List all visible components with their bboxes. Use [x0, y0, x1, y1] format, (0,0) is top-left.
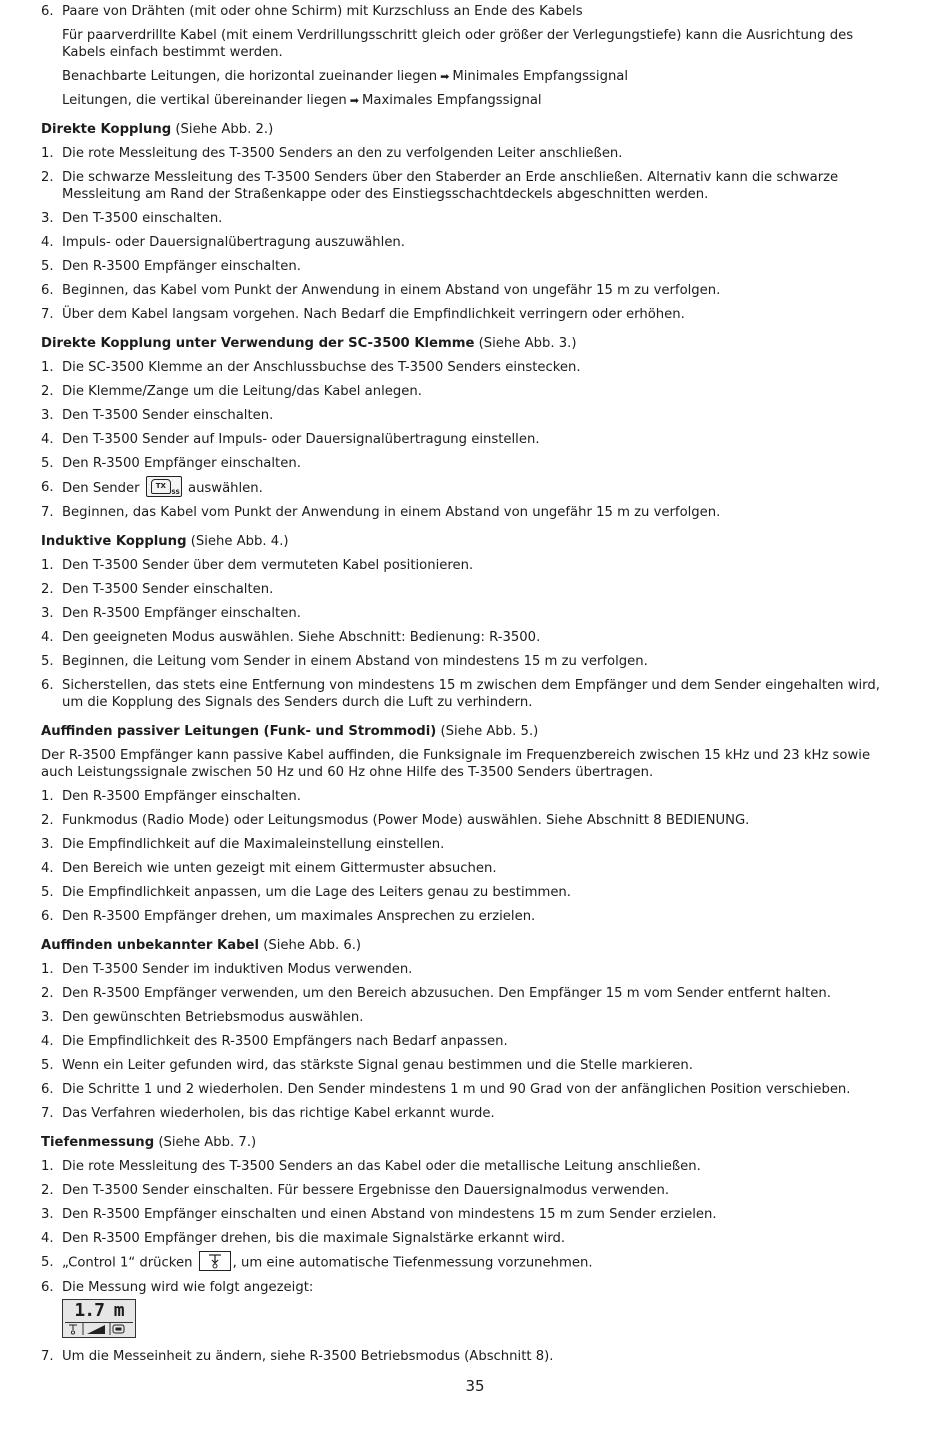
note-twisted-pair: Für paarverdrillte Kabel (mit einem Verdrillungsschritt gleich oder größer der Verlegungstiefe) kann die Ausrichtung des Kabels einfach bestimmt werden.	[62, 28, 854, 60]
item-text: Die Schritte 1 und 2 wiederholen. Den Sender mindestens 1 m und 90 Grad von der anfänglichen Position verschieben.	[62, 1082, 851, 1097]
item-text: Beginnen, die Leitung vom Sender in einem Abstand von mindestens 15 m zu verfolgen.	[62, 654, 648, 669]
list-item	[41, 629, 890, 646]
arrow-right-icon: ➡	[349, 94, 360, 107]
list-item	[41, 557, 890, 574]
transmitter-icon-label: TX	[151, 479, 171, 494]
item-number: 5.	[41, 885, 54, 900]
item-text: Das Verfahren wiederholen, bis das richtige Kabel erkannt wurde.	[62, 1106, 495, 1121]
item-number: 7.	[41, 505, 54, 520]
item-text: „Control 1“ drücken	[62, 1255, 193, 1271]
list-item	[41, 359, 890, 376]
item-text: Den geeigneten Modus auswählen. Siehe Abschnitt: Bedienung: R-3500.	[62, 630, 541, 645]
section-ref: (Siehe Abb. 5.)	[436, 724, 539, 739]
item-text: Den gewünschten Betriebsmodus auswählen.	[62, 1010, 364, 1025]
list-item	[41, 1279, 890, 1338]
item-number: 3.	[41, 1010, 54, 1025]
section-ref: (Siehe Abb. 3.)	[474, 336, 577, 351]
item-text: Die rote Messleitung des T-3500 Senders an den zu verfolgenden Leiter anschließen.	[62, 146, 623, 161]
item-number: 4.	[41, 630, 54, 645]
item-text: Den Sender	[62, 481, 140, 496]
section-ref: (Siehe Abb. 6.)	[259, 938, 362, 953]
item-number: 1.	[41, 146, 54, 161]
item-number: 3.	[41, 606, 54, 621]
list-item	[41, 1182, 890, 1199]
item-number: 1.	[41, 962, 54, 977]
item-number: 2.	[41, 1183, 54, 1198]
list-item	[41, 282, 890, 299]
section-title: Induktive Kopplung	[41, 534, 187, 549]
list-item	[41, 234, 890, 251]
list-item	[41, 1254, 890, 1272]
item-number: 1.	[41, 789, 54, 804]
section-ref: (Siehe Abb. 2.)	[171, 122, 274, 137]
item-number: 2.	[41, 582, 54, 597]
item-number: 1.	[41, 558, 54, 573]
list-item	[41, 908, 890, 925]
note-horizontal-result: Minimales Empfangssignal	[452, 69, 629, 84]
lcd-reading: 1.7 m	[74, 1299, 124, 1321]
item-number: 5.	[41, 654, 54, 669]
steps-depth	[41, 1158, 890, 1247]
list-item	[41, 3, 890, 20]
note-vertical-text: Leitungen, die vertikal übereinander liegen	[62, 93, 347, 108]
item-number: 4.	[41, 861, 54, 876]
item-text: Die Empfindlichkeit auf die Maximaleinstellung einstellen.	[62, 837, 445, 852]
item-text: Den R-3500 Empfänger einschalten.	[62, 456, 301, 471]
item-number: 6.	[41, 1082, 54, 1097]
steps-direct	[41, 145, 890, 323]
section-title: Direkte Kopplung	[41, 122, 172, 137]
item-text: Den T-3500 Sender auf Impuls- oder Dauersignalübertragung einstellen.	[62, 432, 540, 447]
item-number: 5.	[41, 1058, 54, 1073]
item-text: Den T-3500 einschalten.	[62, 211, 223, 226]
item-text: Wenn ein Leiter gefunden wird, das stärkste Signal genau bestimmen und die Stelle markieren.	[62, 1058, 693, 1073]
list-item	[41, 677, 890, 711]
item-text: Den R-3500 Empfänger einschalten.	[62, 606, 301, 621]
list-item	[41, 884, 890, 901]
top-list	[41, 3, 890, 20]
depth-button-icon	[199, 1251, 231, 1271]
steps-passive	[41, 788, 890, 925]
item-number: 5.	[41, 456, 54, 471]
section-heading-clamp	[41, 335, 890, 352]
item-text: Den T-3500 Sender über dem vermuteten Kabel positionieren.	[62, 558, 474, 573]
item-number: 6.	[41, 283, 54, 298]
steps-clamp	[41, 359, 890, 472]
item-text: Den R-3500 Empfänger drehen, bis die maximale Signalstärke erkannt wird.	[62, 1231, 566, 1246]
signal-strength-icon	[87, 1325, 105, 1334]
list-item	[41, 1105, 890, 1122]
list-item	[41, 1348, 890, 1365]
item-text: Den R-3500 Empfänger einschalten.	[62, 789, 301, 804]
item-number: 1.	[41, 360, 54, 375]
list-item	[41, 258, 890, 275]
list-item	[41, 985, 890, 1002]
list-item	[41, 431, 890, 448]
item-text: Sicherstellen, das stets eine Entfernung von mindestens 15 m zwischen dem Empfänger und dem Sender eingehalten wird, um die Kopplung des Signals des Senders durch die Luft zu verhindern.	[62, 678, 880, 710]
item-text: Impuls- oder Dauersignalübertragung auszuwählen.	[62, 235, 405, 250]
item-number: 7.	[41, 1106, 54, 1121]
item-number: 3.	[41, 211, 54, 226]
item-text: Über dem Kabel langsam vorgehen. Nach Bedarf die Empfindlichkeit verringern oder erhöhen.	[62, 307, 685, 322]
list-item	[41, 1009, 890, 1026]
item-number: 2.	[41, 986, 54, 1001]
item-text: Die Klemme/Zange um die Leitung/das Kabel anlegen.	[62, 384, 422, 399]
list-item	[41, 605, 890, 622]
item-text: Den T-3500 Sender im induktiven Modus verwenden.	[62, 962, 413, 977]
item-text: Die SC-3500 Klemme an der Anschlussbuchse des T-3500 Senders einstecken.	[62, 360, 581, 375]
list-item	[41, 1057, 890, 1074]
steps-inductive	[41, 557, 890, 711]
item-text: Die Empfindlichkeit des R-3500 Empfängers nach Bedarf anpassen.	[62, 1034, 508, 1049]
list-item	[41, 1081, 890, 1098]
item-text: Funkmodus (Radio Mode) oder Leitungsmodus (Power Mode) auswählen. Siehe Abschnitt 8 BEDIENUNG.	[62, 813, 750, 828]
section-title: Tiefenmessung	[41, 1135, 155, 1150]
section-title: Auffinden passiver Leitungen (Funk- und Strommodi)	[41, 724, 437, 739]
transmitter-icon-sub: SS	[171, 489, 180, 496]
item-text: Den T-3500 Sender einschalten. Für bessere Ergebnisse den Dauersignalmodus verwenden.	[62, 1183, 670, 1198]
item-text: Den Bereich wie unten gezeigt mit einem Gittermuster absuchen.	[62, 861, 497, 876]
item-number: 4.	[41, 1231, 54, 1246]
item-text: Den R-3500 Empfänger einschalten und einen Abstand von mindestens 15 m zum Sender erzielen.	[62, 1207, 717, 1222]
item-text: Den R-3500 Empfänger verwenden, um den Bereich abzusuchen. Den Empfänger 15 m vom Sender entfernt halten.	[62, 986, 831, 1001]
lcd-status-bar	[65, 1322, 133, 1335]
list-item	[41, 961, 890, 978]
note-horizontal-text: Benachbarte Leitungen, die horizontal zueinander liegen	[62, 69, 438, 84]
list-item	[41, 1230, 890, 1247]
list-item	[41, 860, 890, 877]
transmitter-icon	[113, 1325, 124, 1333]
item-text: Um die Messeinheit zu ändern, siehe R-3500 Betriebsmodus (Abschnitt 8).	[62, 1348, 554, 1364]
depth-icon	[69, 1325, 77, 1334]
section-ref: (Siehe Abb. 7.)	[154, 1135, 257, 1150]
item-number: 2.	[41, 384, 54, 399]
item-text: Die schwarze Messleitung des T-3500 Senders über den Staberder an Erde anschließen. Alternativ kann die schwarze Messleitung am Rand der Straßenkappe oder des Einstiegsschachtdeckels abgeschnitten werden.	[62, 170, 839, 202]
steps-depth-extra	[41, 1254, 890, 1365]
list-item	[41, 812, 890, 829]
item-number: 7.	[41, 307, 54, 322]
section-heading-direct	[41, 121, 890, 138]
item-text: Den T-3500 Sender einschalten.	[62, 582, 274, 597]
item-number: 6.	[41, 1279, 54, 1295]
page-number: 35	[465, 1377, 485, 1395]
item-text: Die rote Messleitung des T-3500 Senders an das Kabel oder die metallische Leitung anschließen.	[62, 1159, 701, 1174]
list-item	[41, 504, 890, 521]
passive-intro: Der R-3500 Empfänger kann passive Kabel auffinden, die Funksignale im Frequenzbereich zwischen 15 kHz und 23 kHz sowie auch Leistungssignale zwischen 50 Hz und 60 Hz ohne Hilfe des T-3500 Senders übertragen.	[41, 748, 871, 780]
section-heading-depth	[41, 1134, 890, 1151]
item-text: Den R-3500 Empfänger drehen, um maximales Ansprechen zu erzielen.	[62, 909, 536, 924]
item-number: 3.	[41, 1207, 54, 1222]
item-number: 3.	[41, 837, 54, 852]
section-ref: (Siehe Abb. 4.)	[186, 534, 289, 549]
item-text: auswählen.	[187, 481, 263, 496]
list-item	[41, 788, 890, 805]
list-item	[41, 383, 890, 400]
list-item	[41, 407, 890, 424]
item-number: 4.	[41, 235, 54, 250]
item-text: Beginnen, das Kabel vom Punkt der Anwendung in einem Abstand von ungefähr 15 m zu verfolgen.	[62, 505, 721, 520]
item-number: 4.	[41, 1034, 54, 1049]
list-item	[41, 653, 890, 670]
lcd-display	[62, 1299, 136, 1338]
item-number: 6.	[41, 909, 54, 924]
arrow-right-icon: ➡	[440, 70, 450, 83]
item-text: Beginnen, das Kabel vom Punkt der Anwendung in einem Abstand von ungefähr 15 m zu verfolgen.	[62, 283, 721, 298]
item-number: 5.	[41, 259, 54, 274]
note-horizontal	[62, 68, 890, 85]
item-number: 6.	[41, 678, 54, 693]
transmitter-mode-icon	[146, 476, 182, 497]
item-number: 6.	[41, 4, 54, 19]
list-item	[41, 479, 890, 497]
note-vertical	[62, 92, 890, 109]
top-item-notes	[41, 27, 890, 109]
steps-unknown	[41, 961, 890, 1122]
list-item	[41, 1033, 890, 1050]
list-item	[41, 145, 890, 162]
item-text: Die Empfindlichkeit anpassen, um die Lage des Leiters genau zu bestimmen.	[62, 885, 571, 900]
item-number: 1.	[41, 1159, 54, 1174]
section-heading-unknown	[41, 937, 890, 954]
item-number: 6.	[41, 480, 54, 495]
list-item	[41, 169, 890, 203]
list-item	[41, 210, 890, 227]
item-number: 2.	[41, 813, 54, 828]
note-vertical-result: Maximales Empfangssignal	[362, 93, 542, 108]
list-item	[41, 1206, 890, 1223]
item-text: Den T-3500 Sender einschalten.	[62, 408, 274, 423]
steps-clamp-extra	[41, 479, 890, 521]
item-number: 5.	[41, 1255, 54, 1270]
item-number: 7.	[41, 1348, 54, 1364]
list-item	[41, 306, 890, 323]
list-item	[41, 455, 890, 472]
list-item	[41, 581, 890, 598]
item-number: 2.	[41, 170, 54, 185]
section-heading-passive	[41, 723, 890, 740]
item-text: , um eine automatische Tiefenmessung vorzunehmen.	[232, 1255, 593, 1271]
section-title: Auffinden unbekannter Kabel	[41, 938, 260, 953]
list-item	[41, 1158, 890, 1175]
item-text: Paare von Drähten (mit oder ohne Schirm) mit Kurzschluss an Ende des Kabels	[62, 4, 583, 19]
list-item	[41, 836, 890, 853]
item-text: Den R-3500 Empfänger einschalten.	[62, 259, 301, 274]
item-number: 4.	[41, 432, 54, 447]
item-number: 3.	[41, 408, 54, 423]
section-heading-inductive	[41, 533, 890, 550]
item-text: Die Messung wird wie folgt angezeigt:	[62, 1279, 314, 1295]
section-title: Direkte Kopplung unter Verwendung der SC-3500 Klemme	[41, 336, 475, 351]
